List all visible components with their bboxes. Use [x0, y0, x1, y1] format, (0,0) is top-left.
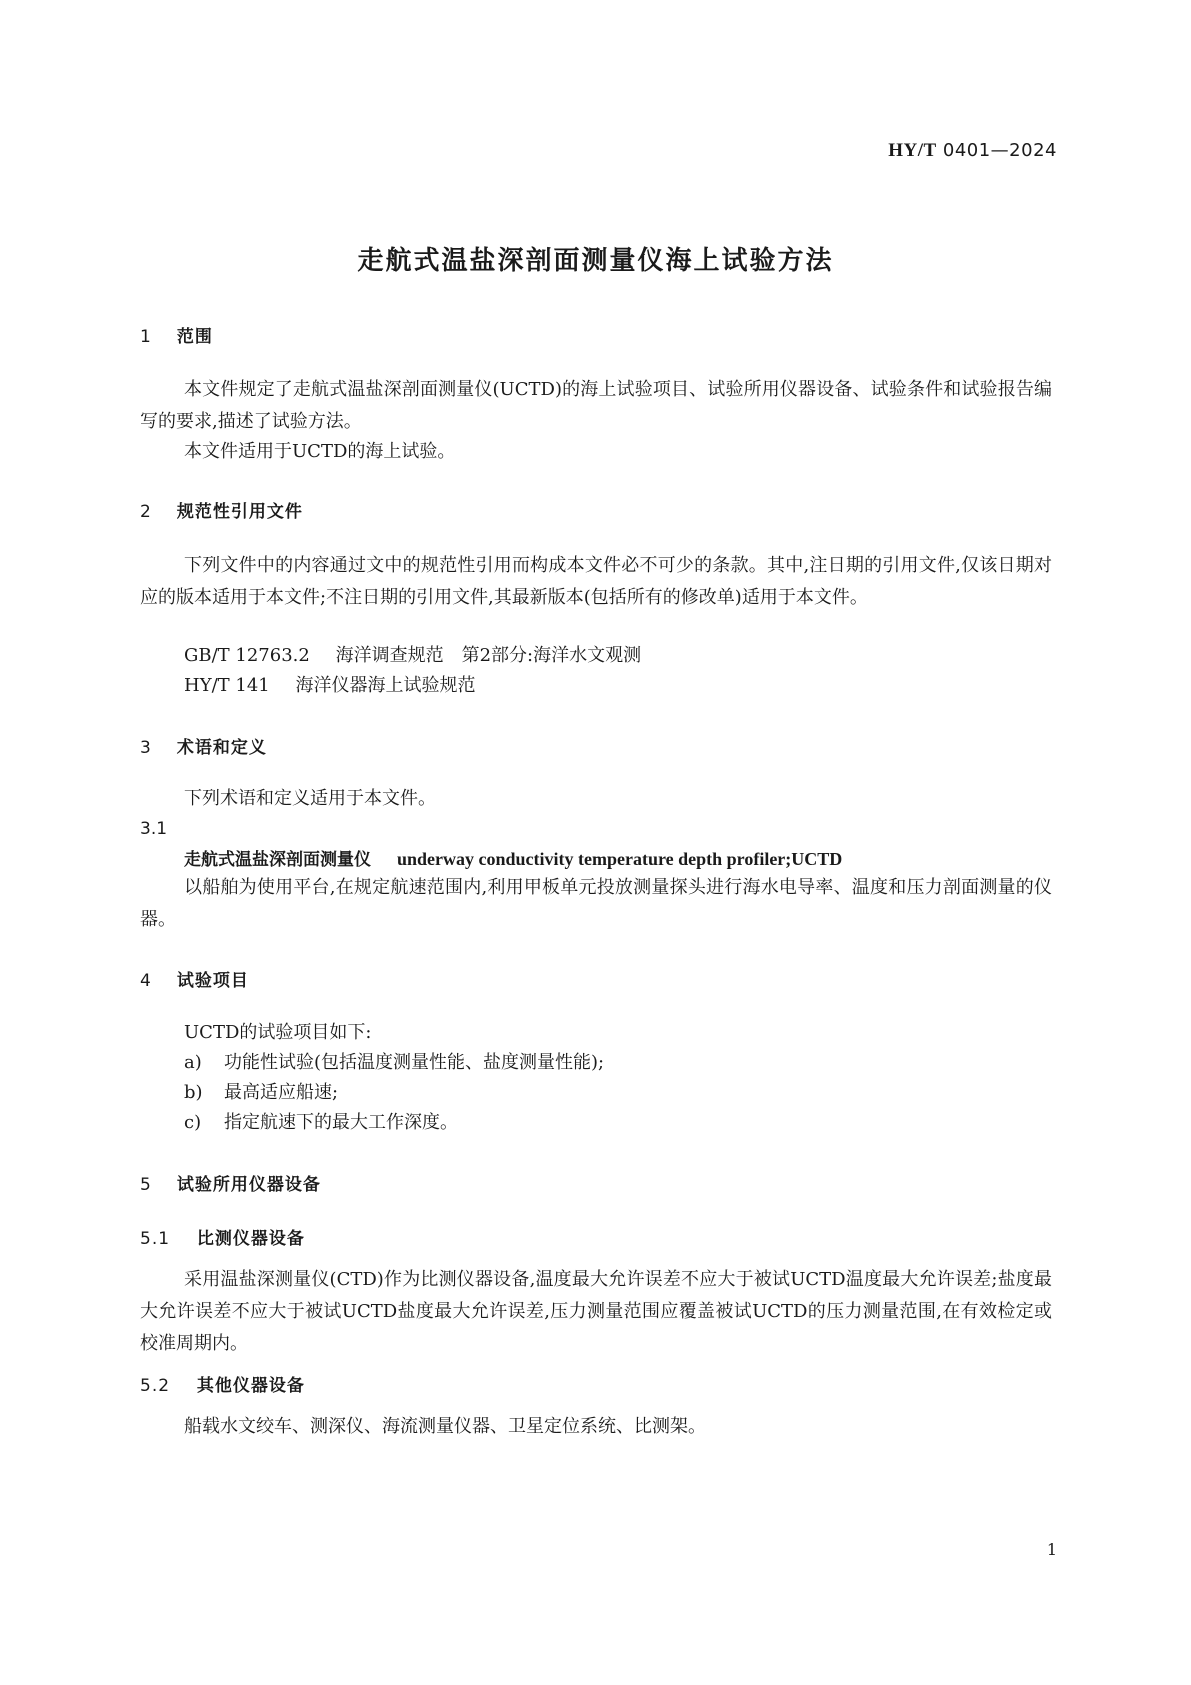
normative-reference-2 [184, 671, 475, 701]
section-title: 术语和定义 [176, 738, 267, 758]
document-title: 走航式温盐深剖面测量仪海上试验方法 [357, 246, 834, 276]
list-item [184, 1048, 604, 1078]
reference-title: 海洋仪器海上试验规范 [295, 675, 476, 696]
subsection-title: 比测仪器设备 [196, 1229, 305, 1249]
section-number: 3 [140, 738, 152, 758]
section-number: 4 [140, 971, 152, 991]
page-number: 1 [1046, 1540, 1057, 1559]
term-number: 3.1 [140, 819, 168, 839]
list-item-text: 指定航速下的最大工作深度。 [224, 1112, 458, 1133]
list-item-text: 最高适应船速; [224, 1082, 339, 1103]
section-3-heading [140, 733, 267, 758]
section-4-heading [140, 966, 249, 991]
section-1-heading [140, 322, 213, 347]
subsection-5-2-paragraph: 船载水文绞车、测深仪、海流测量仪器、卫星定位系统、比测架。 [184, 1416, 706, 1437]
reference-code: HY/T 141 [184, 675, 270, 696]
term-entry [184, 844, 842, 875]
list-marker: a) [184, 1052, 202, 1073]
list-item [184, 1108, 458, 1138]
subsection-5-1-paragraph: 采用温盐深测量仪(CTD)作为比测仪器设备,温度最大允许误差不应大于被试UCTD温度最大允许误差;盐度最大允许误差不应大于被试UCTD盐度最大允许误差,压力测量范围应覆盖被试UCTD的压力测量范围,在有效检定或校准周期内。 [140, 1269, 1052, 1354]
list-item [184, 1078, 338, 1108]
list-marker: c) [184, 1112, 202, 1133]
section-2-heading [140, 497, 303, 522]
term-english: underway conductivity temperature depth profiler;UCTD [397, 849, 843, 869]
section-title: 范围 [176, 327, 213, 347]
subsection-5-2-heading [140, 1371, 305, 1396]
section-1-paragraph-1: 本文件规定了走航式温盐深剖面测量仪(UCTD)的海上试验项目、试验所用仪器设备、试验条件和试验报告编写的要求,描述了试验方法。 [140, 379, 1052, 432]
section-number: 5 [140, 1175, 152, 1195]
section-title: 试验项目 [176, 971, 249, 991]
section-title: 规范性引用文件 [176, 502, 303, 522]
section-2-paragraph: 下列文件中的内容通过文中的规范性引用而构成本文件必不可少的条款。其中,注日期的引用文件,仅该日期对应的版本适用于本文件;不注日期的引用文件,其最新版本(包括所有的修改单)适用于本文件。 [140, 555, 1052, 608]
list-item-text: 功能性试验(包括温度测量性能、盐度测量性能); [224, 1052, 605, 1073]
term-chinese: 走航式温盐深剖面测量仪 [184, 850, 371, 870]
subsection-number: 5.2 [140, 1376, 171, 1396]
section-4-intro: UCTD的试验项目如下: [184, 1022, 372, 1043]
section-number: 2 [140, 502, 152, 522]
standard-prefix: HY/T [888, 140, 937, 161]
standard-number: 0401—2024 [942, 140, 1057, 161]
reference-code: GB/T 12763.2 [184, 645, 310, 666]
section-5-heading [140, 1170, 321, 1195]
section-1-paragraph-2: 本文件适用于UCTD的海上试验。 [184, 441, 456, 462]
section-3-intro: 下列术语和定义适用于本文件。 [184, 788, 436, 809]
standard-code [888, 140, 1057, 162]
subsection-5-1-heading [140, 1224, 305, 1249]
subsection-title: 其他仪器设备 [196, 1376, 305, 1396]
section-number: 1 [140, 327, 152, 347]
subsection-number: 5.1 [140, 1229, 171, 1249]
list-marker: b) [184, 1082, 203, 1103]
section-title: 试验所用仪器设备 [176, 1175, 321, 1195]
normative-reference-1 [184, 641, 641, 671]
term-definition: 以船舶为使用平台,在规定航速范围内,利用甲板单元投放测量探头进行海水电导率、温度和压力剖面测量的仪器。 [140, 877, 1052, 930]
reference-title: 海洋调查规范 第2部分:海洋水文观测 [335, 645, 642, 666]
